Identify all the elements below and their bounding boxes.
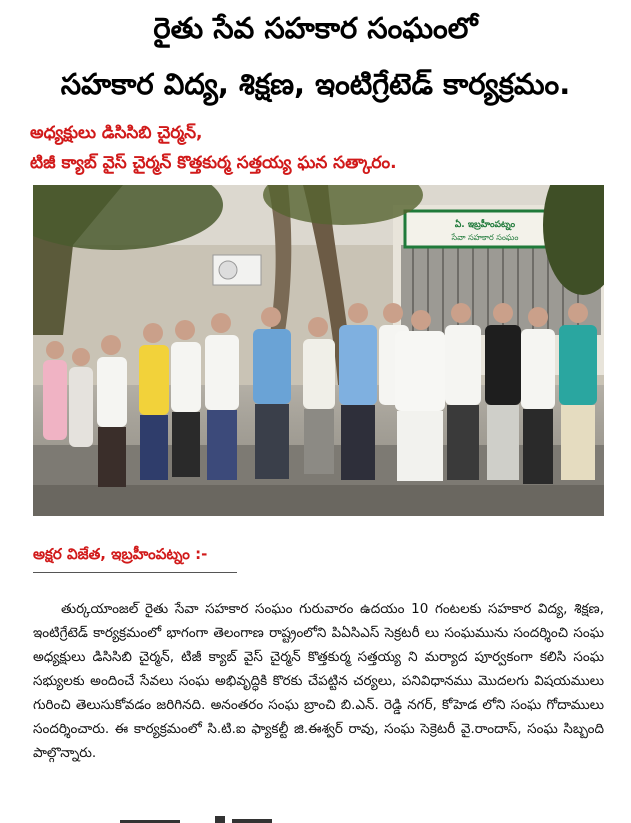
headline-line-2: సహకార విద్య, శిక్షణ, ఇంటిగ్రేటెడ్ కార్యక్రమం. (60, 67, 571, 101)
group-photo (33, 185, 604, 516)
article-body: తుర్కయాంజల్ రైతు సేవా సహకార సంఘం గురువారం ఉదయం 10 గంటలకు సహకార విద్య, శిక్షణ, ఇంటిగ్రేటెడ్ కార్యక్రమంలో భాగంగా తెలంగాణ రాష్ట్రంలోని పిఏసిఎస్ సెక్రటరీ లు సంఘమును సందర్శించి సంఘ అధ్యక్షులు డిసిసిబి చైర్మన్, టిజీ క్యాబ్ వైస్ చైర్మన్ కొత్తకుర్మ సత్తయ్య ని మర్యాద పూర్వకంగా కలిసి సంఘ సభ్యులకు అందించే సేవలు సంఘ అభివృద్ధికి కొరకు చేపట్టిన చర్యలు, పనివిధానము మొదలగు విషయములు గురించి తెలుసుకోవడం జరిగినది. అనంతరం సంఘ బ్రాంచి బి.ఎన్. రెడ్డి నగర్, కోహెడ లోని సంఘ గోదాములు సందర్శించారు. ఈ కార్యక్రమంలో సి.టి.ఐ ఫ్యాకల్టీ జి.ఈశ్వర్ రావు, సంఘ సెక్రెటరీ వై.రాందాస్, సంఘ సిబ్బంది పాల్గొన్నారు. (33, 601, 604, 761)
office-signboard (405, 211, 565, 247)
sign-text: ఏ. ఇబ్రహీంపట్నం (454, 220, 516, 230)
headline-line-1: రైతు సేవ సహకార సంఘంలో (153, 11, 478, 45)
byline-divider (33, 572, 237, 573)
subheadline-line-1: అధ్యక్షులు డిసిసిబి చైర్మన్, (30, 123, 203, 143)
sign-subtext: సేవా సహకార సంఘం (451, 233, 519, 242)
subheadline-line-2: టిజీ క్యాబ్ వైస్ చైర్మన్ కొత్తకుర్మ సత్తయ్య ఘన సత్కారం. (30, 153, 397, 173)
cropped-text-fragment (120, 812, 300, 823)
byline: అక్షర విజేత, ఇబ్రహీంపట్నం :- (33, 545, 208, 563)
